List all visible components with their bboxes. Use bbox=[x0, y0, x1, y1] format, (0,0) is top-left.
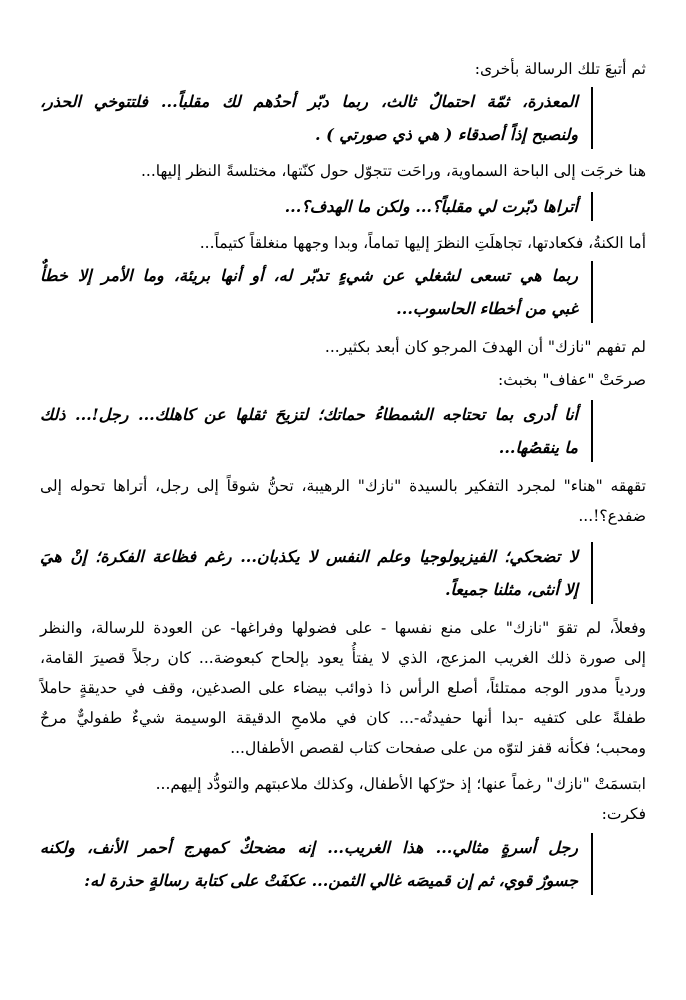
quote-rule bbox=[591, 87, 593, 149]
text-line: غبي من أخطاء الحاسوب... bbox=[396, 299, 578, 318]
quote-rule bbox=[591, 542, 593, 604]
narrative-paragraph bbox=[40, 799, 646, 829]
quoted-passage bbox=[40, 398, 578, 464]
quoted-passage bbox=[40, 259, 578, 325]
narrative-paragraph bbox=[40, 332, 646, 362]
text-line: صرحَتْ "عفاف" بخبث: bbox=[498, 371, 646, 389]
quoted-passage bbox=[40, 85, 578, 151]
narrative-paragraph bbox=[40, 156, 646, 186]
text-line: رجل أسرةٍ مثالي... هذا الغريب... إنه مضحكٌ كمهرج أحمر الأنف، ولكنه bbox=[40, 838, 579, 857]
narrative-paragraph bbox=[40, 471, 646, 531]
text-line: ابتسمَتْ "نازك" رغماً عنها؛ إذ حرّكها الأطفال، وكذلك ملاعبتهم والتودُّد إليهم... bbox=[155, 775, 646, 793]
narrative-paragraph bbox=[40, 54, 646, 84]
narrative-paragraph bbox=[40, 769, 646, 799]
text-line: ثم أتبعَ تلك الرسالة بأخرى: bbox=[474, 60, 646, 78]
narrative-paragraph bbox=[40, 365, 646, 395]
quoted-passage bbox=[40, 831, 578, 897]
text-line: هنا خرجَت إلى الباحة السماوية، وراحَت تتجوّل حول كنّتها، مختلسةً النظر إليها... bbox=[140, 162, 646, 180]
text-line: وفعلاً، لم تقوَ "نازك" على منع نفسها - على فضولها وفراغها- عن العودة للرسالة، والنظر bbox=[40, 619, 646, 637]
quote-rule bbox=[591, 192, 593, 221]
narrative-paragraph bbox=[40, 613, 646, 763]
text-line: لا تضحكي؛ الفيزيولوجيا وعلم النفس لا يكذبان... رغم فظاعة الفكرة؛ إنْ هيَ bbox=[40, 547, 578, 566]
text-line: أنا أدرى بما تحتاجه الشمطاءُ حماتك؛ لتزيحَ ثقلها عن كاهلك... رجل!... ذلك bbox=[40, 405, 578, 424]
text-line: إلى صورة ذلك الغريب المزعج، الذي لا يفتأُ يعود بإلحاح كبعوضة... كان رجلاً قصيرَ القامة، bbox=[40, 649, 646, 667]
quoted-passage bbox=[40, 190, 578, 223]
text-line: أتراها دبّرت لي مقلباً؟... ولكن ما الهدف؟... bbox=[284, 197, 578, 216]
text-line: وردياً مدور الوجه ممتلئاً، أصلع الرأس ذا ذوائب بيضاء على الصدغين، وقف في حديقةٍ حاملاً bbox=[40, 679, 646, 697]
text-line: أما الكنةُ، فكعادتها، تجاهلَتِ النظرَ إليها تماماً، وبدا وجهها منغلقاً كتيماً... bbox=[199, 234, 646, 252]
text-line: المعذرة، ثمّة احتمالٌ ثالث، ربما دبّر أحدُهم لك مقلباً... فلتتوخي الحذر، bbox=[40, 92, 578, 111]
text-line: فكرت: bbox=[601, 805, 646, 823]
text-line: ومحبب؛ فكأنه قفز لتوّه من على صفحات كتاب لقصص الأطفال... bbox=[230, 739, 646, 757]
quote-rule bbox=[591, 833, 593, 895]
text-line: لم تفهم "نازك" أن الهدفَ المرجو كان أبعد بكثير... bbox=[324, 338, 646, 356]
text-line: ضفدع؟!... bbox=[578, 507, 646, 525]
quoted-passage bbox=[40, 540, 578, 606]
narrative-paragraph bbox=[40, 228, 646, 258]
text-line: ولنصبح إذاً أصدقاء ( هي ذي صورتي ) . bbox=[314, 125, 578, 144]
text-line: إلا أنثى، مثلنا جميعاً. bbox=[444, 580, 578, 599]
text-line: طفلةً على كتفيه -بدا أنها حفيدتُه-... كان في ملامحِ الدقيقة الوسيمة شيءٌ طفوليٌّ مرحٌ bbox=[40, 709, 646, 727]
quote-rule bbox=[591, 261, 593, 323]
text-line: جسورٌ قوي، ثم إن قميصَه غالي الثمن... عكفَتْ على كتابة رسالةٍ حذرة له: bbox=[84, 871, 578, 890]
text-line: ما ينقصُها... bbox=[498, 438, 578, 457]
quote-rule bbox=[591, 400, 593, 462]
text-line: تقهقه "هناء" لمجرد التفكير بالسيدة "نازك" الرهيبة، تحنُّ شوقاً إلى رجل، أتراها تحوله إلى bbox=[40, 477, 646, 495]
text-line: ربما هي تسعى لشغلي عن شيءٍ تدبّر له، أو أنها بريئة، وما الأمر إلا خطأٌ bbox=[40, 266, 578, 285]
